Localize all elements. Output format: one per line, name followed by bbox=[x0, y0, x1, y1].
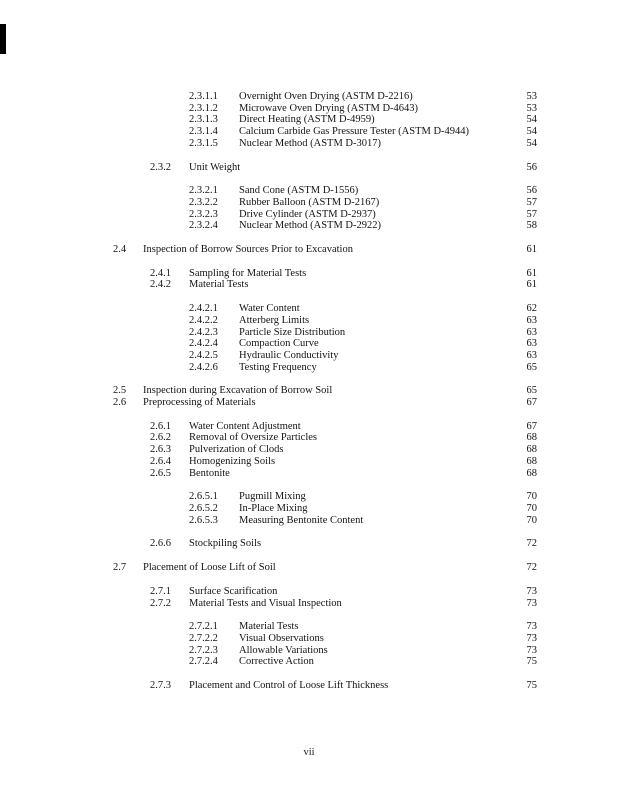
toc-entry bbox=[113, 444, 537, 456]
toc-entry-number: 2.3.1.5 bbox=[189, 137, 218, 149]
toc-entry-page: 68 bbox=[526, 455, 537, 467]
toc-group bbox=[113, 185, 537, 232]
toc-entry-page: 65 bbox=[526, 361, 537, 373]
toc-entry-page: 57 bbox=[526, 196, 537, 208]
toc-entry bbox=[113, 91, 537, 103]
toc-entry-number: 2.7.2.1 bbox=[189, 621, 218, 633]
toc-group bbox=[113, 538, 537, 550]
toc-entry-title: Sand Cone (ASTM D-1556) bbox=[239, 185, 359, 197]
toc-entry bbox=[113, 138, 537, 150]
toc-entry-page: 70 bbox=[526, 514, 537, 526]
toc-entry-page: 73 bbox=[526, 621, 537, 633]
toc-entry-page: 54 bbox=[526, 126, 537, 138]
toc-entry-title: Overnight Oven Drying (ASTM D-2216) bbox=[239, 91, 413, 102]
toc-entry bbox=[113, 126, 537, 138]
toc-entry-title: Unit Weight bbox=[189, 161, 241, 173]
toc-entry bbox=[113, 421, 537, 433]
toc-entry-number: 2.4.2.4 bbox=[189, 338, 218, 350]
toc-entry-page: 73 bbox=[526, 585, 537, 597]
toc-entry-page: 57 bbox=[526, 208, 537, 220]
toc-entry-title: Measuring Bentonite Content bbox=[239, 514, 364, 526]
toc-entry-page: 56 bbox=[526, 161, 537, 173]
toc-entry-number: 2.7.3 bbox=[150, 680, 171, 692]
toc-entry-page: 70 bbox=[526, 491, 537, 503]
toc-entry-title: Atterberg Limits bbox=[239, 314, 310, 326]
toc-entry-page: 53 bbox=[526, 91, 537, 102]
toc-entry-title: Preprocessing of Materials bbox=[143, 397, 256, 409]
toc-entry-title: Removal of Oversize Particles bbox=[189, 432, 317, 444]
toc-entry-number: 2.6.5 bbox=[150, 467, 171, 479]
toc-entry bbox=[113, 598, 537, 610]
toc-entry-page: 75 bbox=[526, 680, 537, 692]
toc-entry bbox=[113, 103, 537, 115]
toc-entry-title: Inspection during Excavation of Borrow Soil bbox=[143, 385, 333, 397]
toc-entry-title: Placement of Loose Lift of Soil bbox=[143, 562, 276, 574]
toc-entry-number: 2.7.2.3 bbox=[189, 644, 218, 656]
toc-group bbox=[113, 91, 537, 150]
toc-entry bbox=[113, 562, 537, 574]
toc-entry-page: 67 bbox=[526, 397, 537, 409]
toc-entry-number: 2.3.2.1 bbox=[189, 185, 218, 197]
toc-entry-title: Placement and Control of Loose Lift Thickness bbox=[189, 680, 389, 692]
toc-entry-number: 2.4.2.5 bbox=[189, 349, 218, 361]
toc-entry bbox=[113, 279, 537, 291]
toc-entry-title: Direct Heating (ASTM D-4959) bbox=[239, 114, 375, 126]
toc-entry bbox=[113, 197, 537, 209]
toc-entry-page: 73 bbox=[526, 632, 537, 644]
toc-entry bbox=[113, 303, 537, 315]
toc-entry-page: 72 bbox=[526, 538, 537, 550]
toc-entry-number: 2.4.2 bbox=[150, 279, 171, 291]
page-footer-number: vii bbox=[303, 747, 315, 758]
toc-entry-number: 2.3.2.4 bbox=[189, 220, 218, 232]
toc-entry bbox=[113, 315, 537, 327]
toc-entry-title: Corrective Action bbox=[239, 656, 314, 668]
toc-group bbox=[113, 385, 537, 408]
toc-entry-title: Drive Cylinder (ASTM D-2937) bbox=[239, 208, 376, 220]
toc-entry-number: 2.3.1.2 bbox=[189, 102, 218, 114]
toc-entry-page: 53 bbox=[526, 102, 537, 114]
toc-entry-page: 62 bbox=[526, 303, 537, 315]
toc-entry-title: Calcium Carbide Gas Pressure Tester (ASTM D-4944) bbox=[239, 126, 470, 138]
toc-entry bbox=[113, 586, 537, 598]
toc-entry-title: Water Content Adjustment bbox=[189, 420, 301, 432]
toc-entry-number: 2.3.1.1 bbox=[189, 91, 218, 102]
toc-entry-page: 67 bbox=[526, 420, 537, 432]
toc-entry bbox=[113, 114, 537, 126]
toc-entry-number: 2.4.2.6 bbox=[189, 361, 218, 373]
toc-entry bbox=[113, 456, 537, 468]
toc-entry-page: 54 bbox=[526, 137, 537, 149]
toc-entry bbox=[113, 185, 537, 197]
toc-entry-number: 2.6.3 bbox=[150, 444, 171, 456]
toc-entry-page: 63 bbox=[526, 314, 537, 326]
toc-entry-number: 2.3.2.3 bbox=[189, 208, 218, 220]
toc-entry-page: 58 bbox=[526, 220, 537, 232]
toc-entry-title: Compaction Curve bbox=[239, 338, 319, 350]
toc-entry-title: Pugmill Mixing bbox=[239, 491, 306, 503]
toc-entry bbox=[113, 503, 537, 515]
toc-entry-number: 2.4.2.3 bbox=[189, 326, 218, 338]
toc-entry-number: 2.6.1 bbox=[150, 420, 171, 432]
toc-entry-number: 2.6.2 bbox=[150, 432, 171, 444]
toc-entry-title: Nuclear Method (ASTM D-3017) bbox=[239, 137, 382, 149]
toc-entry-page: 61 bbox=[526, 279, 537, 291]
toc-entry bbox=[113, 385, 537, 397]
toc-entry bbox=[113, 645, 537, 657]
toc-entry bbox=[113, 491, 537, 503]
toc-entry-number: 2.6.4 bbox=[150, 455, 171, 467]
toc-entry-title: Bentonite bbox=[189, 467, 230, 479]
toc-entry-page: 68 bbox=[526, 467, 537, 479]
toc-group bbox=[113, 680, 537, 692]
toc-entry-number: 2.6.6 bbox=[150, 538, 171, 550]
toc-entry-title: Rubber Balloon (ASTM D-2167) bbox=[239, 196, 380, 208]
toc-entry-number: 2.7.2 bbox=[150, 597, 171, 609]
toc-group bbox=[113, 244, 537, 256]
toc-group bbox=[113, 562, 537, 574]
toc-entry-title: Testing Frequency bbox=[239, 361, 317, 373]
toc-entry-title: Homogenizing Soils bbox=[189, 455, 276, 467]
toc-entry bbox=[113, 515, 537, 527]
toc-entry-number: 2.6.5.3 bbox=[189, 514, 218, 526]
toc-entry-number: 2.4 bbox=[113, 244, 127, 256]
toc-entry-number: 2.4.2.1 bbox=[189, 303, 218, 315]
toc-entry bbox=[113, 338, 537, 350]
toc-entry-page: 56 bbox=[526, 185, 537, 197]
toc-group bbox=[113, 491, 537, 526]
scan-artifact-mark bbox=[0, 24, 6, 54]
toc-entry-title: In-Place Mixing bbox=[239, 502, 308, 514]
toc-entry bbox=[113, 633, 537, 645]
toc bbox=[113, 91, 537, 704]
toc-entry-title: Sampling for Material Tests bbox=[189, 267, 307, 279]
toc-entry-title: Pulverization of Clods bbox=[189, 444, 284, 456]
toc-group bbox=[113, 268, 537, 291]
toc-entry-number: 2.4.2.2 bbox=[189, 314, 218, 326]
toc-entry-title: Stockpiling Soils bbox=[189, 538, 262, 550]
toc-entry-title: Surface Scarification bbox=[189, 585, 278, 597]
toc-entry-title: Material Tests and Visual Inspection bbox=[189, 597, 342, 609]
toc-entry-title: Particle Size Distribution bbox=[239, 326, 346, 338]
toc-entry bbox=[113, 680, 537, 692]
toc-entry-page: 63 bbox=[526, 326, 537, 338]
toc-entry bbox=[113, 621, 537, 633]
toc-entry bbox=[113, 468, 537, 480]
toc-entry bbox=[113, 244, 537, 256]
toc-entry bbox=[113, 162, 537, 174]
toc-group bbox=[113, 421, 537, 480]
toc-entry bbox=[113, 397, 537, 409]
toc-entry-number: 2.4.1 bbox=[150, 267, 171, 279]
toc-entry-number: 2.7.1 bbox=[150, 585, 171, 597]
toc-entry-title: Microwave Oven Drying (ASTM D-4643) bbox=[239, 102, 419, 114]
toc-entry-number: 2.7 bbox=[113, 562, 127, 574]
toc-entry-number: 2.6 bbox=[113, 397, 127, 409]
toc-entry-page: 68 bbox=[526, 432, 537, 444]
toc-entry-title: Nuclear Method (ASTM D-2922) bbox=[239, 220, 382, 232]
toc-entry-title: Hydraulic Conductivity bbox=[239, 349, 339, 361]
toc-entry bbox=[113, 350, 537, 362]
toc-entry-number: 2.7.2.4 bbox=[189, 656, 218, 668]
toc-group bbox=[113, 586, 537, 609]
toc-entry-number: 2.5 bbox=[113, 385, 127, 397]
toc-group bbox=[113, 303, 537, 373]
toc-entry-page: 61 bbox=[526, 244, 537, 256]
toc-entry-page: 72 bbox=[526, 562, 537, 574]
toc-entry-title: Inspection of Borrow Sources Prior to Excavation bbox=[143, 244, 353, 256]
toc-entry-number: 2.3.1.3 bbox=[189, 114, 218, 126]
toc-entry bbox=[113, 432, 537, 444]
toc-group bbox=[113, 621, 537, 668]
toc-entry-page: 63 bbox=[526, 349, 537, 361]
toc-entry-title: Allowable Variations bbox=[239, 644, 328, 656]
toc-entry-page: 61 bbox=[526, 267, 537, 279]
toc-entry-page: 73 bbox=[526, 644, 537, 656]
toc-entry-page: 54 bbox=[526, 114, 537, 126]
toc-entry-page: 75 bbox=[526, 656, 537, 668]
toc-entry-page: 70 bbox=[526, 502, 537, 514]
toc-entry bbox=[113, 327, 537, 339]
toc-entry-title: Material Tests bbox=[239, 621, 299, 633]
toc-entry-number: 2.6.5.2 bbox=[189, 502, 218, 514]
toc-entry-number: 2.3.2 bbox=[150, 161, 171, 173]
toc-entry-title: Material Tests bbox=[189, 279, 249, 291]
toc-entry-page: 73 bbox=[526, 597, 537, 609]
toc-entry-title: Water Content bbox=[239, 303, 300, 315]
toc-entry bbox=[113, 538, 537, 550]
toc-entry bbox=[113, 362, 537, 374]
toc-entry-number: 2.6.5.1 bbox=[189, 491, 218, 503]
toc-group bbox=[113, 162, 537, 174]
toc-entry bbox=[113, 209, 537, 221]
toc-entry-page: 65 bbox=[526, 385, 537, 397]
toc-entry bbox=[113, 220, 537, 232]
toc-entry-page: 63 bbox=[526, 338, 537, 350]
toc-entry-number: 2.7.2.2 bbox=[189, 632, 218, 644]
toc-entry-number: 2.3.2.2 bbox=[189, 196, 218, 208]
toc-entry-number: 2.3.1.4 bbox=[189, 126, 218, 138]
toc-entry-page: 68 bbox=[526, 444, 537, 456]
toc-entry bbox=[113, 656, 537, 668]
toc-entry-title: Visual Observations bbox=[239, 632, 324, 644]
toc-entry bbox=[113, 268, 537, 280]
